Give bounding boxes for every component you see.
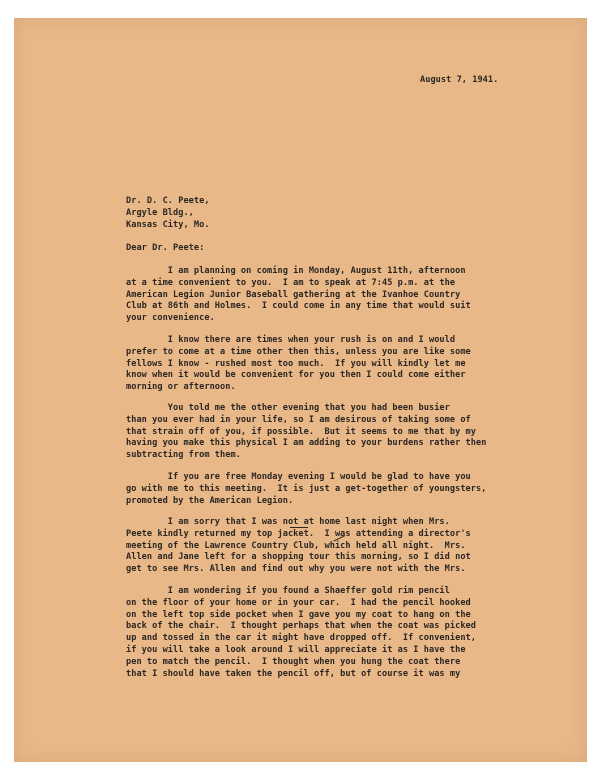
body-line: know when it would be convenient for you then I could come either	[126, 370, 466, 381]
body-line: on the left top side pocket when I gave you my coat to hang on the	[126, 609, 471, 620]
body-line: I am sorry that I was not at home last night when Mrs.	[126, 517, 450, 527]
body-line: Peete kindly returned my top jacket. I was attending a director's	[126, 528, 471, 539]
body-line: than you ever had in your life, so I am desirous of taking some of	[126, 414, 471, 425]
recipient-line: Argyle Bldg.,	[126, 208, 194, 218]
salutation: Dear Dr. Peete:	[126, 243, 205, 253]
body-line: American Legion Junior Baseball gathering at the Ivanhoe Country	[126, 289, 461, 300]
body-line: that strain off of you, if possible. But it seems to me that by my	[126, 426, 476, 437]
body-line: up and tossed in the car it might have dropped off. If convenient,	[126, 633, 476, 644]
body-line: prefer to come at a time other then this, unless you are like some	[126, 346, 471, 357]
body-line: if you will take a look around I will appreciate it as I have the	[126, 645, 466, 655]
body-line: morning or afternoon.	[126, 382, 236, 393]
body-line: Club at 86th and Holmes. I could come in any time that would suit	[126, 301, 471, 312]
body-line: I know there are times when your rush is on and I would	[126, 335, 456, 345]
body-line: back of the chair. I thought perhaps that when the coat was picked	[126, 621, 476, 632]
body-line: on the floor of your home or in your car. I had the pencil hooked	[126, 597, 471, 608]
body-line: your convenience.	[126, 313, 215, 324]
body-line: having you make this physical I am adding to your burdens rather then	[126, 438, 487, 449]
body-line: I am wondering if you found a Shaeffer gold rim pencil	[126, 586, 450, 596]
letter-date: August 7, 1941.	[420, 75, 499, 85]
body-line: I am planning on coming in Monday, August 11th, afternoon	[126, 266, 466, 276]
body-line: subtracting from them.	[126, 450, 241, 461]
body-line: that I should have taken the pencil off, but of course it was my	[126, 668, 461, 679]
body-line: at a time convenient to you. I am to speak at 7:45 p.m. at the	[126, 277, 456, 288]
recipient-line: Kansas City, Mo.	[126, 220, 210, 230]
body-line: promoted by the American Legion.	[126, 495, 294, 506]
body-line: get to see Mrs. Allen and find out why you were not with the Mrs.	[126, 564, 466, 575]
body-line: You told me the other evening that you had been busier	[126, 403, 450, 413]
body-line: go with me to this meeting. It is just a get-together of youngsters,	[126, 483, 487, 494]
body-line: Allen and Jane left for a shopping tour this morning, so I did not	[126, 552, 471, 563]
body-line: pen to match the pencil. I thought when you hung the coat there	[126, 656, 461, 667]
body-line: meeting of the Lawrence Country Club, which held all night. Mrs.	[126, 540, 466, 551]
body-line: If you are free Monday evening I would be glad to have you	[126, 472, 471, 482]
handwritten-underline-mark	[290, 527, 308, 528]
recipient-line: Dr. D. C. Peete,	[126, 196, 210, 206]
body-line: fellows I know - rushed most too much. If you will kindly let me	[126, 358, 466, 369]
